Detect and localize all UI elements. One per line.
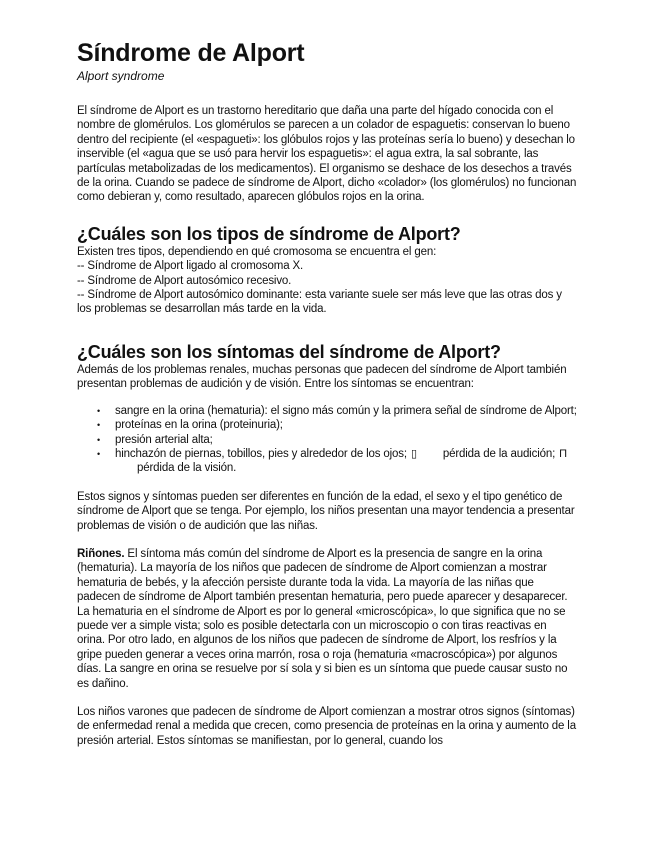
missing-glyph-icon: Π xyxy=(559,447,567,460)
bullet-icon: • xyxy=(97,420,101,431)
bullet-icon: • xyxy=(97,448,101,459)
bullet-icon: • xyxy=(97,434,101,445)
page-subtitle: Alport syndrome xyxy=(77,69,165,83)
symptoms-heading: ¿Cuáles son los síntomas del síndrome de Alport? xyxy=(77,341,501,362)
list-item: • presión arterial alta; xyxy=(97,433,213,446)
missing-glyph-icon: ▯ xyxy=(410,447,417,460)
types-section xyxy=(77,223,577,317)
types-line: -- Síndrome de Alport ligado al cromosoma X. xyxy=(77,260,304,273)
list-item: • sangre en la orina (hematuria): el signo más común y la primera señal de síndrome de Alport; xyxy=(97,404,577,417)
kidneys-paragraph: Riñones. El síntoma más común del síndrome de Alport es la presencia de sangre en la orina (hematuria). La mayoría de los niños que padecen de síndrome de Alport comienzan a mostrar hematuria de bebés, y la afección persiste durante toda la vida. La mayoría de las niñas que padecen de síndrome de Alport también presentan hematuria, pero puede aparecer y desaparecer. La hematuria en el síndrome de Alport es por lo general «microscópica», lo que significa que no se puede ver a simple vista; solo es posible detectarla con un microscopio o con tiras reactivas en orina. Por otro lado, en algunos de los niños que padecen de síndrome de Alport, los resfríos y la gripe pueden generar a veces orina marrón, rosa o roja (hematuria «macroscópica») por algunos días. La sangre en orina se resuelve por sí sola y si bien es un síntoma que puede causar susto no es dañino. xyxy=(77,547,568,690)
list-item: • proteínas en la orina (proteinuria); xyxy=(97,419,283,432)
kidneys-label: Riñones. xyxy=(77,547,125,560)
symptoms-section xyxy=(77,341,577,533)
types-heading: ¿Cuáles son los tipos de síndrome de Alport? xyxy=(77,223,461,244)
last-paragraph: Los niños varones que padecen de síndrome de Alport comienzan a mostrar otros signos (síntomas) de enfermedad renal a medida que crecen, como presencia de proteínas en la orina y aumento de la presión arterial. Estos síntomas se manifiestan, por lo general, cuando los xyxy=(77,706,576,747)
types-line: -- Síndrome de Alport autosómico dominante: esta variante suele ser más leve que las otras dos y los problemas se desarrollan más tarde en la vida. xyxy=(77,289,562,316)
symptoms-list xyxy=(77,404,577,476)
page-title: Síndrome de Alport xyxy=(77,39,305,67)
symptoms-intro: Además de los problemas renales, muchas personas que padecen del síndrome de Alport también presentan problemas de audición y de visión. Entre los síntomas se encuentran: xyxy=(77,363,567,391)
list-item: • hinchazón de piernas, tobillos, pies y alrededor de los ojos; ▯ pérdida de la audición; Πpérdida de la visión. xyxy=(97,447,567,475)
document-page xyxy=(77,38,577,762)
symptoms-after-paragraph: Estos signos y síntomas pueden ser diferentes en función de la edad, el sexo y el tipo genético de síndrome de Alport que se tenga. Por ejemplo, los niños presentan una mayor tendencia a presentar problemas de visión o de audición que las niñas. xyxy=(77,490,575,532)
bullet-icon: • xyxy=(97,405,101,416)
intro-paragraph: El síndrome de Alport es un trastorno hereditario que daña una parte del hígado conocida con el nombre de glomérulos. Los glomérulos se parecen a un colador de espaguetis: conservan lo bueno dentro del recipiente (el «espagueti»: los glóbulos rojos y las proteínas sería lo bueno) y desechan lo inservible (el «agua que se usó para hervir los espaguetis»: el agua extra, la sal sobrante, las partículas metabolizadas de los medicamentos). El organismo se deshace de los desechos a través de la orina. Cuando se padece de síndrome de Alport, dicho «colador» (los glomérulos) no funcionan como debieran y, como resultado, aparecen glóbulos rojos en la orina. xyxy=(77,105,577,204)
types-line: Existen tres tipos, dependiendo en qué cromosoma se encuentra el gen: xyxy=(77,245,437,258)
types-line: -- Síndrome de Alport autosómico recesivo. xyxy=(77,274,292,287)
